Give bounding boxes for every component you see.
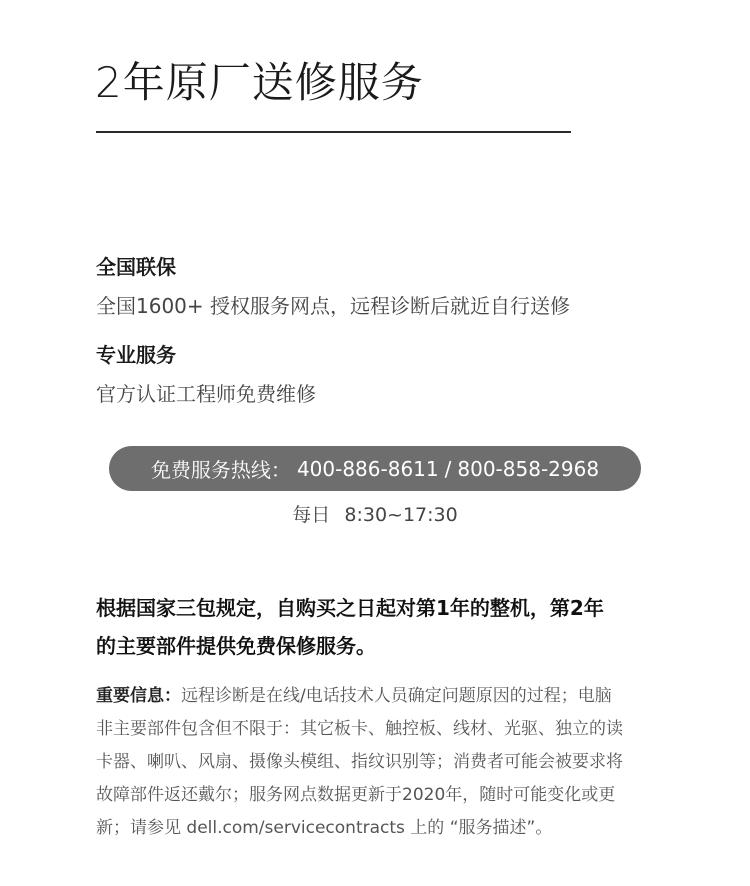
important-notice-line-4: 故障部件返还戴尔；服务网点数据更新于2020年，随时可能变化或更 xyxy=(96,785,616,805)
feature-description-professional: 官方认证工程师免费维修 xyxy=(96,382,316,406)
hotline-label: 免费服务热线： xyxy=(150,458,291,482)
important-notice-label: 重要信息： xyxy=(96,686,181,706)
feature-heading-nationwide: 全国联保 xyxy=(96,255,176,279)
hotline-separator: / xyxy=(444,456,452,481)
important-notice-line-2: 非主要部件包含但不限于：其它板卡、触控板、线材、光驱、独立的读 xyxy=(96,719,623,739)
important-notice-line-3: 卡器、喇叭、风扇、摄像头模组、指纹识别等；消费者可能会被要求将 xyxy=(96,752,623,772)
feature-heading-professional: 专业服务 xyxy=(96,343,176,367)
service-hours-time: 8:30~17:30 xyxy=(344,504,458,526)
feature-description-nationwide: 全国1600+ 授权服务网点，远程诊断后就近自行送修 xyxy=(96,294,571,318)
warranty-policy-line-1: 根据国家三包规定，自购买之日起对第1年的整机，第2年 xyxy=(96,596,604,620)
page-title: 2年原厂送修服务 xyxy=(95,58,424,107)
title-divider xyxy=(96,131,571,133)
hotline-number-400[interactable]: 400-886-8611 xyxy=(296,456,439,481)
important-notice-line-1 xyxy=(96,681,612,706)
warranty-policy-line-2: 的主要部件提供免费保修服务。 xyxy=(96,634,376,658)
important-notice-line-5: 新；请参见 dell.com/servicecontracts 上的 “服务描述”。 xyxy=(96,818,553,838)
service-hours xyxy=(0,500,750,527)
important-notice-text-1: 远程诊断是在线/电话技术人员确定问题原因的过程；电脑 xyxy=(181,686,612,706)
hotline-number-800[interactable]: 800-858-2968 xyxy=(457,456,600,481)
service-hours-days: 每日 xyxy=(292,504,331,526)
hotline-banner xyxy=(109,446,641,491)
